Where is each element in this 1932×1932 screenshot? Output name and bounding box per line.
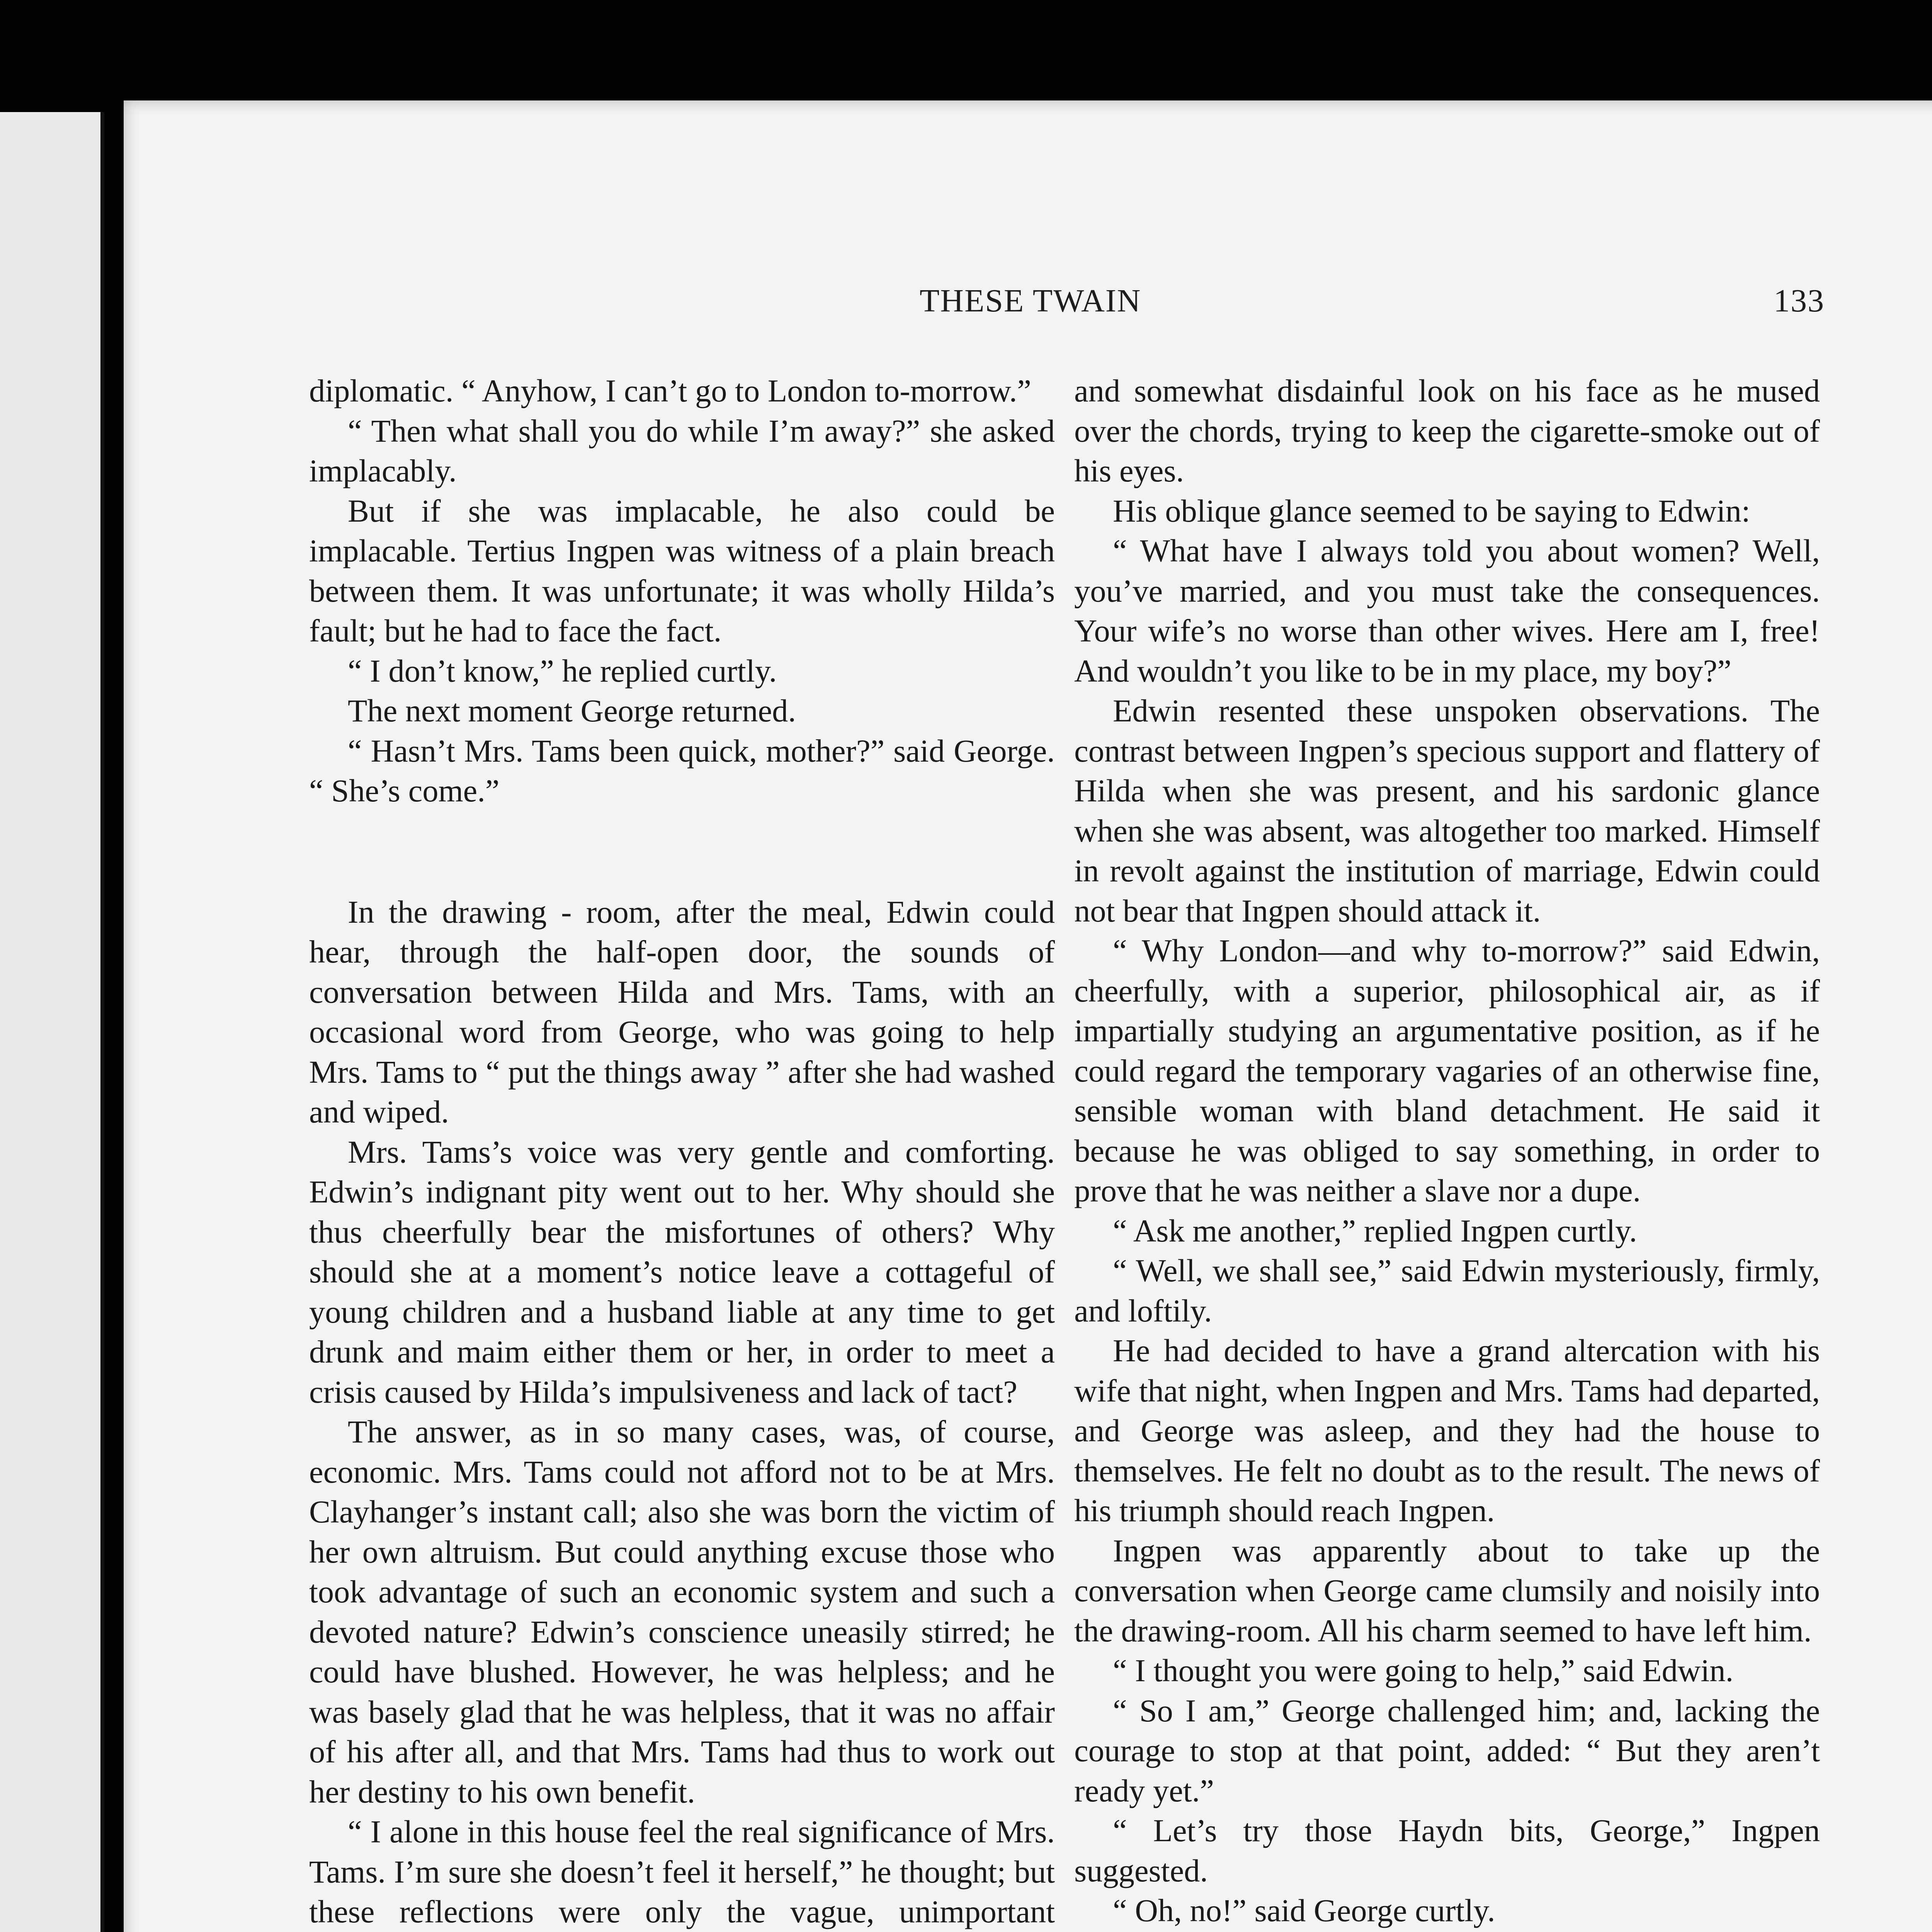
paragraph: and somewhat disdainful look on his face as he mused over the chords, trying to keep the cigarette-smoke out of his eyes. (1074, 373, 1820, 488)
paragraph: But if she was implacable, he also could be implacable. Tertius Ingpen was witness of a plain breach between them. It was unfortunate; it was wholly Hilda’s fault; but he had to face the fact. (309, 493, 1055, 648)
paragraph: “ Then what shall you do while I’m away?” she asked implacably. (309, 413, 1055, 488)
paragraph: “ I don’t know,” he replied curtly. (348, 653, 777, 689)
paragraph: “ Ask me another,” replied Ingpen curtly. (1113, 1213, 1637, 1248)
paragraph: Edwin resented these unspoken observations. The contrast between Ingpen’s specious support and flattery of Hilda when she was present, and his sardonic glance when she was absent, was altogether too marked. Himself in revolt against the institution of marriage, Edwin could not bear that Ingpen should attack it. (1074, 693, 1820, 929)
paragraph: Mrs. Tams’s voice was very gentle and comforting. Edwin’s indignant pity went out to her. Why should she thus cheerfully bear the misfortunes of others? Why should she at a moment’s notice leave a cottageful of young children and a husband liable at any time to get drunk and maim either them or her, in order to meet a crisis caused by Hilda’s impulsiveness and lack of tact? (309, 1134, 1055, 1410)
paragraph: “ Oh, no!” said George curtly. (1113, 1893, 1495, 1928)
paragraph: The next moment George returned. (348, 693, 796, 728)
paragraph: “ I alone in this house feel the real significance of Mrs. Tams. I’m sure she doesn’t feel it herself,” he thought; but these reflections were only the vague, unimportant (309, 1814, 1055, 1929)
paragraph: “ So I am,” George challenged him; and, lacking the courage to stop at that point, added: “ But they aren’t ready yet.” (1074, 1692, 1820, 1808)
paragraph: He had decided to have a grand altercation with his wife that night, when Ingpen and Mrs. Tams had departed, and George was asleep, and they had the house to themselves. He felt no doubt as to the result. The news of his triumph should reach Ingpen. (1074, 1333, 1820, 1528)
paragraph: “ Why London—and why to-morrow?” said Edwin, cheerfully, with a superior, philosophical air, as if impartially studying an argumentative position, as if he could regard the temporary vagaries of an otherwise fine, sensible woman with bland detachment. He said it because he was obliged to say something, in order to prove that he was neither a slave nor a dupe. (1074, 933, 1820, 1208)
left-column (309, 371, 1055, 1932)
running-title: THESE TWAIN (920, 283, 1141, 319)
paragraph: “ What have I always told you about women? Well, you’ve married, and you must take the consequences. Your wife’s no worse than other wives. Here am I, free! And wouldn’t you like to be in my place, my boy?” (1074, 533, 1820, 689)
paragraph: diplomatic. “ Anyhow, I can’t go to London to-morrow.” (309, 373, 1031, 408)
right-column (1074, 371, 1820, 1932)
paragraph: “ I thought you were going to help,” said Edwin. (1113, 1653, 1734, 1688)
paragraph: “ Let’s try those Haydn bits, George,” Ingpen suggested. (1074, 1813, 1820, 1888)
section-opening-paragraph: In the drawing - room, after the meal, Edwin could hear, through the half-open door, the sounds of conversation between Hilda and Mrs. Tams, with an occasional word from George, who was going to help Mrs. Tams to “ put the things away ” after she had washed and wiped. (309, 894, 1055, 1129)
running-header (124, 282, 1932, 344)
paragraph (1074, 1931, 1820, 1932)
paragraph: The answer, as in so many cases, was, of course, economic. Mrs. Tams could not afford not to be at Mrs. Clayhanger’s instant call; also she was born the victim of her own altruism. But could anything excuse those who took advantage of such an economic system and such a devoted nature? Edwin’s conscience uneasily stirred; he could have blushed. However, he was helpless; and he was basely glad that he was helpless, that it was no affair of his after all, and that Mrs. Tams had thus to work out her destiny to his own benefit. (309, 1414, 1055, 1810)
paragraph: “ Hasn’t Mrs. Tams been quick, mother?” said George. “ She’s come.” (309, 733, 1055, 808)
paragraph: Ingpen was apparently about to take up the conversation when George came clumsily and noisily into the drawing-room. All his charm seemed to have left him. (1074, 1532, 1820, 1648)
paragraph: “ Well, we shall see,” said Edwin mysteriously, firmly, and loftily. (1074, 1253, 1820, 1328)
facing-page-edge (0, 112, 104, 1932)
page-number: 133 (1774, 283, 1825, 319)
paragraph: His oblique glance seemed to be saying to Edwin: (1113, 493, 1750, 529)
book-page (124, 100, 1932, 1932)
